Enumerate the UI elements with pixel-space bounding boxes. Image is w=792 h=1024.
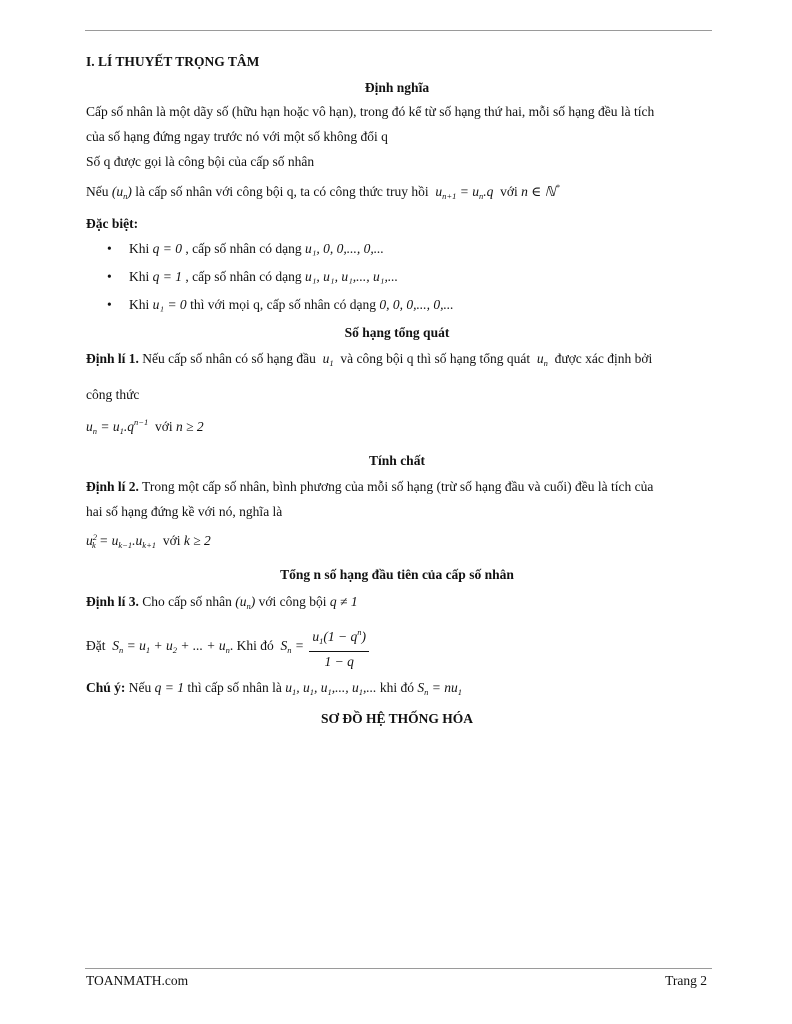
sum-formula-line: Đặt $S_n = u_1 + u_2$ + ... + $u_n$. Khi đó $S_n$ = $\frac{u_1(1 - q^n)}{1 - q}$ (86, 624, 708, 670)
special-case-q1: • Khi q = 1 , cấp số nhân có dạng u₁, u₁, u₁,..., u₁,... (107, 269, 398, 284)
sum-fraction: $\frac{u_1(1 - q^n)}{1 - q}$ (309, 624, 369, 670)
property-title: Tính chất (369, 453, 425, 468)
recurrence-formula: $u_{n+1} = u_n.q$ (432, 184, 497, 201)
definition-title: Định nghĩa (364, 80, 430, 95)
theorem-1-label: Định lí 1. (86, 351, 139, 366)
definition-line-1: Cấp số nhân là một dãy số (hữu hạn hoặc vô hạn), trong đó kể từ số hạng thứ hai, mỗi số hạng đều là tích (86, 104, 655, 119)
theorem-3-label: Định lí 3. (86, 594, 139, 609)
theorem-3-line-1: Định lí 3. Cho cấp số nhân $(u_n)$ với công bội q ≠ 1 (86, 594, 358, 611)
special-cases-list (86, 239, 708, 314)
recurrence-if: Nếu (86, 184, 109, 199)
special-label: Đặc biệt: (86, 216, 139, 231)
footer-site: TOANMATH.com (86, 973, 189, 988)
special-case-u1-zero: • Khi u₁ = 0 thì với mọi q, cấp số nhân có dạng 0, 0, 0,..., 0,... (107, 297, 454, 312)
definition-line-2: của số hạng đứng ngay trước nó với một số không đổi q (86, 129, 388, 144)
theorem-2-line-2: hai số hạng đứng kề với nó, nghĩa là (86, 504, 283, 519)
theorem-2-line-1: Định lí 2. Trong một cấp số nhân, bình phương của mỗi số hạng (trừ số hạng đầu và cuối) đều là tích của (86, 479, 654, 494)
diagram-heading: SƠ ĐỒ HỆ THỐNG HÓA (320, 711, 474, 726)
theorem-2-label: Định lí 2. (86, 479, 139, 494)
theorem-1-line-1: Định lí 1. Nếu cấp số nhân có số hạng đầu $u_1$ và công bội q thì số hạng tổng quát $u_n$ được xác định bởi (86, 351, 653, 368)
page-content (86, 50, 708, 728)
recurrence-with: với (500, 184, 518, 199)
recurrence-text: là cấp số nhân với công bội q, ta có công thức truy hồi (135, 184, 429, 199)
bullet-icon: • (107, 269, 112, 284)
bullet-icon: • (107, 241, 112, 256)
bullet-icon: • (107, 297, 112, 312)
special-case-q0: • Khi q = 0 , cấp số nhân có dạng u₁, 0, 0,..., 0,... (107, 241, 384, 256)
recurrence-line (86, 178, 708, 206)
property-formula: $u^2_k = u_{k-1}.u_{k+1}$ với k ≥ 2 (86, 532, 211, 550)
header-rule (85, 30, 712, 31)
recurrence-condition: n ∈ ℕ* (521, 182, 560, 199)
definition-line-3: Số q được gọi là công bội của cấp số nhân (86, 154, 315, 169)
note-line: Chú ý: Nếu q = 1 thì cấp số nhân là $u_1$, $u_1$, $u_1$,..., $u_1$,... khi đó $S_n = nu_1$ (86, 680, 463, 697)
general-term-title: Số hạng tổng quát (344, 325, 450, 340)
theorem-1-line-2: công thức (86, 387, 140, 402)
footer-page-number: Trang 2 (665, 973, 707, 988)
sum-title: Tổng n số hạng đầu tiên của cấp số nhân (280, 567, 514, 582)
note-label: Chú ý: (86, 680, 126, 695)
general-term-formula: $u_n = u_1.q^{n-1}$ với n ≥ 2 (86, 417, 204, 436)
footer-rule (85, 968, 712, 969)
section-heading: I. LÍ THUYẾT TRỌNG TÂM (86, 54, 260, 69)
sequence-symbol: $(u_n)$ (111, 184, 132, 201)
